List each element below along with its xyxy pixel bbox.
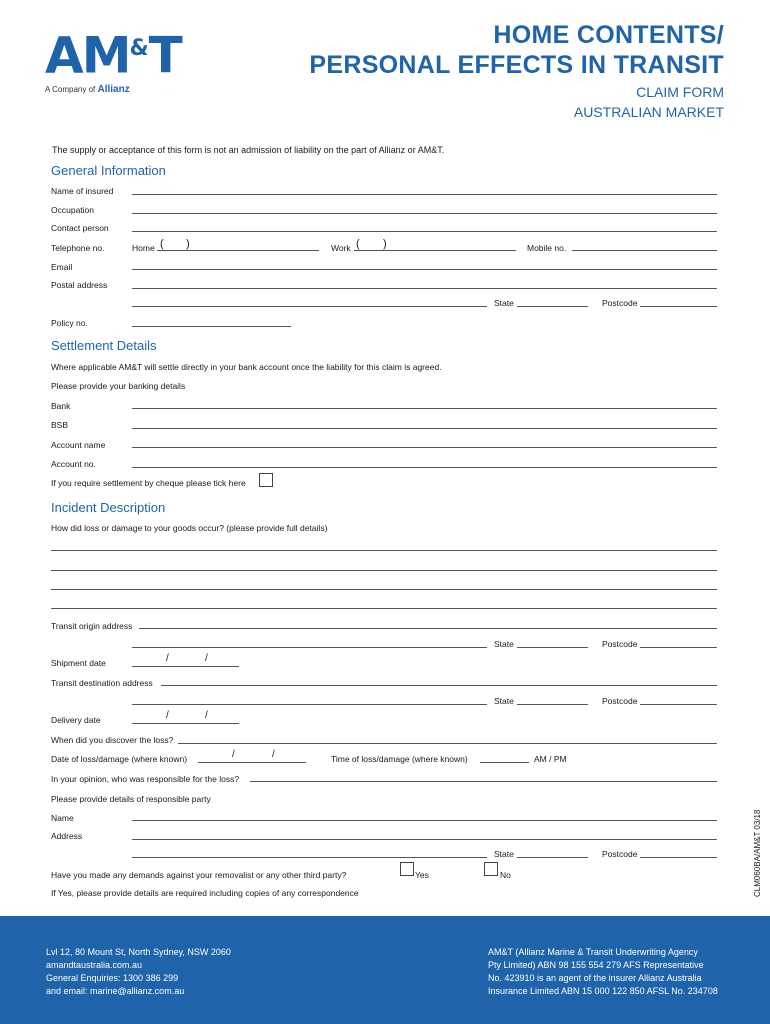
transit-destination-label: Transit destination address: [51, 678, 153, 688]
transit-origin-field[interactable]: [139, 628, 717, 629]
footer-email[interactable]: and email: marine@allianz.com.au: [46, 986, 185, 996]
work-area-open: (: [356, 238, 360, 250]
origin-state-label: State: [494, 639, 514, 649]
work-phone-field[interactable]: [354, 250, 516, 251]
responsible-postcode-field[interactable]: [640, 857, 717, 858]
demands-no-checkbox[interactable]: [484, 862, 498, 876]
occupation-field[interactable]: [132, 213, 717, 214]
logo-tagline: A Company of Allianz: [45, 83, 130, 95]
am-pm-label: AM / PM: [534, 754, 567, 764]
home-area-open: (: [160, 238, 164, 250]
contact-person-field[interactable]: [132, 231, 717, 232]
responsible-details-label: Please provide details of responsible party: [51, 794, 211, 804]
incident-description-heading: Incident Description: [51, 500, 166, 515]
account-name-label: Account name: [51, 440, 106, 450]
postal-postcode-label: Postcode: [602, 298, 638, 308]
settlement-intro: Where applicable AM&T will settle directly in your bank account once the liability for this claim is agreed.: [51, 362, 442, 372]
delivery-date-slash-2: /: [205, 710, 208, 721]
name-of-insured-field[interactable]: [132, 194, 717, 195]
disclaimer: The supply or acceptance of this form is not an admission of liability on the part of Allianz or AM&T.: [52, 145, 445, 155]
postal-state-field[interactable]: [517, 306, 588, 307]
shipment-date-slash-1: /: [166, 653, 169, 664]
footer-legal-line: AM&T (Allianz Marine & Transit Underwriting Agency: [488, 947, 698, 957]
home-area-close: ): [186, 238, 190, 250]
responsible-state-label: State: [494, 849, 514, 859]
incident-details-line-3[interactable]: [51, 589, 717, 590]
incident-details-line-1[interactable]: [51, 550, 717, 551]
responsible-address-field-2[interactable]: [132, 857, 487, 858]
responsible-name-label: Name: [51, 813, 74, 823]
policy-no-label: Policy no.: [51, 318, 88, 328]
account-no-field[interactable]: [132, 467, 717, 468]
responsible-state-field[interactable]: [517, 857, 588, 858]
demands-yes-label: Yes: [415, 870, 429, 880]
postal-address-label: Postal address: [51, 280, 108, 290]
footer-website[interactable]: amandtaustralia.com.au: [46, 960, 143, 970]
bank-field[interactable]: [132, 408, 717, 409]
responsible-name-field[interactable]: [132, 820, 717, 821]
shipment-date-slash-2: /: [205, 653, 208, 664]
date-of-loss-label: Date of loss/damage (where known): [51, 754, 188, 764]
mobile-label: Mobile no.: [527, 243, 567, 253]
occupation-label: Occupation: [51, 205, 94, 215]
work-area-close: ): [383, 238, 387, 250]
account-no-label: Account no.: [51, 459, 96, 469]
banking-details-prompt: Please provide your banking details: [51, 381, 186, 391]
telephone-label: Telephone no.: [51, 243, 105, 253]
account-name-field[interactable]: [132, 447, 717, 448]
form-title: HOME CONTENTS/ PERSONAL EFFECTS IN TRANSIT: [309, 21, 724, 79]
transit-destination-field-2[interactable]: [132, 704, 487, 705]
incident-question: How did loss or damage to your goods occur? (please provide full details): [51, 523, 328, 533]
bank-label: Bank: [51, 401, 71, 411]
discover-loss-field[interactable]: [178, 743, 717, 744]
policy-no-field[interactable]: [132, 326, 291, 327]
postal-postcode-field[interactable]: [640, 306, 717, 307]
demands-no-label: No: [500, 870, 511, 880]
if-yes-note: If Yes, please provide details are required including copies of any correspondence: [51, 888, 359, 898]
discover-loss-label: When did you discover the loss?: [51, 735, 174, 745]
date-of-loss-field[interactable]: [198, 762, 306, 763]
destination-postcode-label: Postcode: [602, 696, 638, 706]
cheque-label: If you require settlement by cheque please tick here: [51, 478, 246, 488]
shipment-date-field[interactable]: [132, 666, 239, 667]
form-code: CLM060BA/AM&T 03/18: [753, 809, 762, 897]
responsible-address-label: Address: [51, 831, 83, 841]
footer-legal-line: No. 423910 is an agent of the insurer Allianz Australia: [488, 973, 702, 983]
responsible-address-field[interactable]: [132, 839, 717, 840]
bsb-field[interactable]: [132, 428, 717, 429]
footer-legal: [488, 946, 728, 998]
home-phone-field[interactable]: [157, 250, 319, 251]
bsb-label: BSB: [51, 420, 69, 430]
email-label: Email: [51, 262, 73, 272]
footer-legal-line: Pty Limited) ABN 98 155 554 279 AFS Representative: [488, 960, 704, 970]
delivery-date-field[interactable]: [132, 723, 239, 724]
postal-state-label: State: [494, 298, 514, 308]
delivery-date-slash-1: /: [166, 710, 169, 721]
demands-label: Have you made any demands against your removalist or any other third party?: [51, 870, 347, 880]
mobile-field[interactable]: [572, 250, 717, 251]
origin-postcode-field[interactable]: [640, 647, 717, 648]
shipment-date-label: Shipment date: [51, 658, 106, 668]
transit-origin-field-2[interactable]: [132, 647, 487, 648]
destination-state-field[interactable]: [517, 704, 588, 705]
contact-person-label: Contact person: [51, 223, 109, 233]
loss-date-slash-1: /: [232, 749, 235, 760]
postal-address-field[interactable]: [132, 288, 717, 289]
transit-destination-field[interactable]: [161, 685, 717, 686]
transit-origin-label: Transit origin address: [51, 621, 133, 631]
responsible-postcode-label: Postcode: [602, 849, 638, 859]
origin-postcode-label: Postcode: [602, 639, 638, 649]
responsible-label: In your opinion, who was responsible for the loss?: [51, 774, 240, 784]
incident-details-line-2[interactable]: [51, 570, 717, 571]
footer-phone: General Enquiries: 1300 386 299: [46, 973, 179, 983]
settlement-details-heading: Settlement Details: [51, 338, 157, 353]
postal-address-field-2[interactable]: [132, 306, 487, 307]
time-of-loss-field[interactable]: [480, 762, 529, 763]
form-subtitle: CLAIM FORM AUSTRALIAN MARKET: [573, 84, 724, 120]
name-of-insured-label: Name of insured: [51, 186, 114, 196]
responsible-field[interactable]: [250, 781, 717, 782]
incident-details-line-4[interactable]: [51, 608, 717, 609]
footer-address: Lvl 12, 80 Mount St, North Sydney, NSW 2060: [46, 947, 231, 957]
footer-contact: [46, 946, 231, 998]
footer-legal-line: Insurance Limited ABN 15 000 122 850 AFSL No. 234708: [488, 986, 718, 996]
destination-postcode-field[interactable]: [640, 704, 717, 705]
demands-yes-checkbox[interactable]: [400, 862, 414, 876]
logo-wordmark: AM&T: [45, 26, 181, 85]
email-field[interactable]: [132, 269, 717, 270]
origin-state-field[interactable]: [517, 647, 588, 648]
cheque-checkbox[interactable]: [259, 473, 273, 487]
destination-state-label: State: [494, 696, 514, 706]
delivery-date-label: Delivery date: [51, 715, 101, 725]
home-phone-label: Home: [132, 243, 155, 253]
loss-date-slash-2: /: [272, 749, 275, 760]
time-of-loss-label: Time of loss/damage (where known): [331, 754, 468, 764]
work-phone-label: Work: [331, 243, 351, 253]
amt-logo: [45, 24, 225, 94]
footer: [0, 916, 770, 1024]
general-information-heading: General Information: [51, 163, 166, 178]
